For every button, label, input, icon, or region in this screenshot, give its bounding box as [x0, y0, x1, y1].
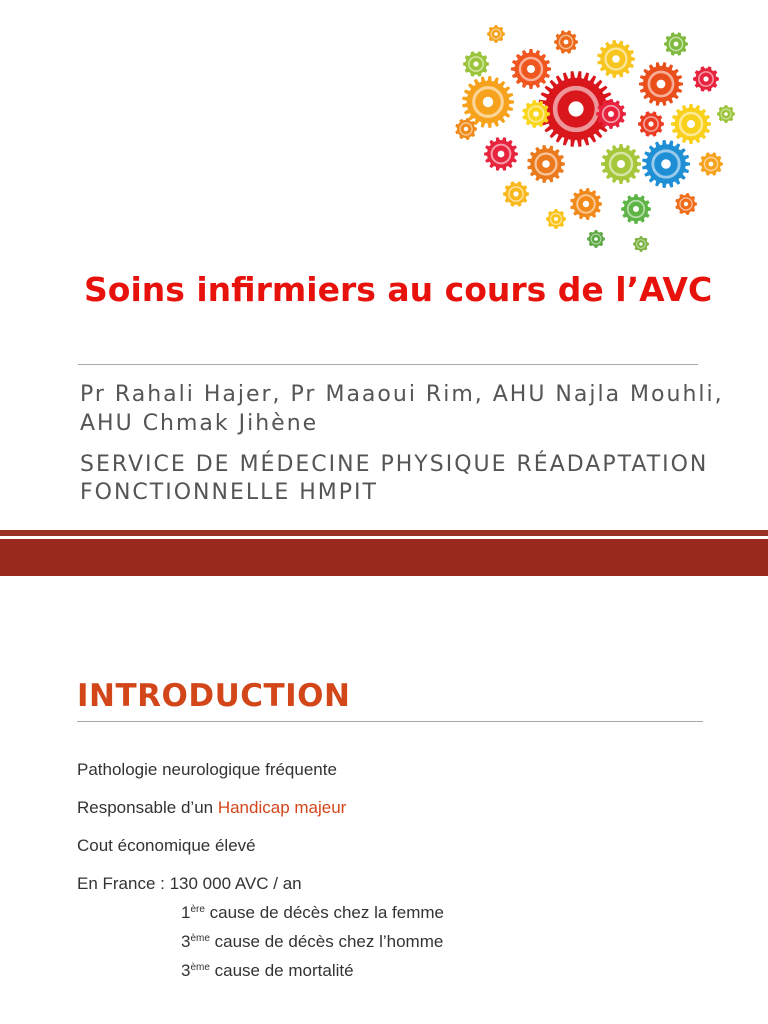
- sub-item: 3ème cause de mortalité: [181, 961, 354, 980]
- heading-divider: [77, 721, 703, 722]
- bullet-list: [77, 756, 717, 985]
- brain-gears-icon: [436, 14, 746, 254]
- introduction-slide: [0, 576, 768, 1024]
- slide-title: Soins infirmiers au cours de l’AVC: [84, 270, 713, 309]
- highlight-text: Handicap majeur: [217, 798, 347, 817]
- sub-item: 3ème cause de décès chez l’homme: [181, 932, 444, 951]
- authors-text: Pr Rahali Hajer, Pr Maaoui Rim, AHU Najla Mouhli, AHU Chmak Jihène: [80, 382, 724, 436]
- footer-band: [0, 539, 768, 576]
- bullet-item: Pathologie neurologique fréquente: [77, 760, 337, 779]
- bullet-item: [77, 794, 717, 832]
- bullet-text: Responsable d’un: [77, 798, 218, 817]
- bullet-item: En France : 130 000 AVC / an: [77, 874, 302, 893]
- sub-item: 1ère cause de décès chez la femme: [181, 903, 444, 922]
- section-heading: INTRODUCTION: [77, 678, 351, 714]
- service-text: SERVICE DE MÉDECINE PHYSIQUE RÉADAPTATION FONCTIONNELLE HMPIT: [80, 452, 709, 505]
- footer-band-thin: [0, 530, 768, 536]
- bullet-item: Cout économique élevé: [77, 836, 256, 855]
- title-divider: [78, 364, 698, 365]
